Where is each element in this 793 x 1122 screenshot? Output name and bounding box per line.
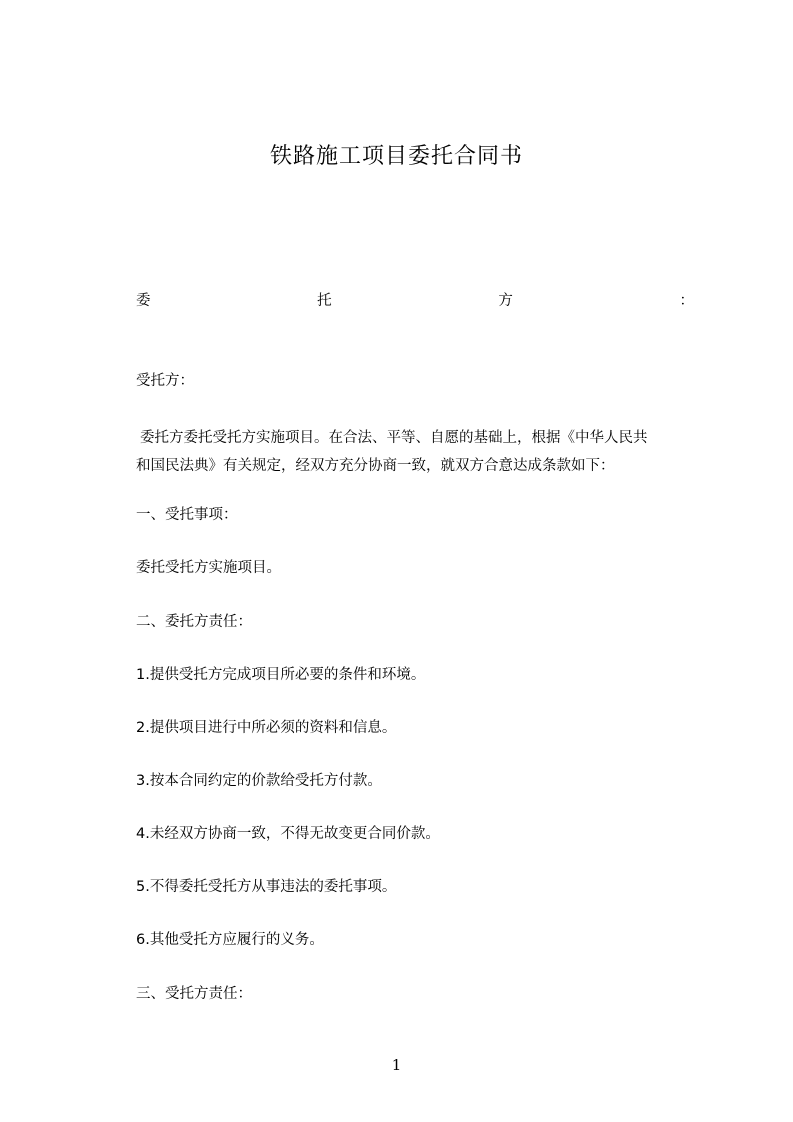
principal-label: [136, 290, 694, 312]
agent-label: 受托方：: [136, 373, 194, 389]
section-3-heading: 三、受托方责任：: [136, 986, 252, 1002]
section-2-item: 5.不得委托受托方从事违法的委托事项。: [136, 879, 397, 895]
section-1-content: 委托受托方实施项目。: [136, 560, 281, 576]
document-title: 铁路施工项目委托合同书: [269, 144, 523, 169]
section-1-heading: 一、受托事项：: [136, 507, 238, 523]
intro-line-2: 和国民法典》有关规定，经双方充分协商一致，就双方合意达成条款如下：: [136, 458, 615, 474]
section-2-item: 4.未经双方协商一致，不得无故变更合同价款。: [136, 826, 440, 842]
intro-line-1: 委托方委托受托方实施项目。在合法、平等、自愿的基础上，根据《中华人民共: [140, 430, 648, 446]
intro-paragraph: [136, 424, 696, 480]
section-2-item: 1.提供受托方完成项目所必要的条件和环境。: [136, 667, 426, 683]
principal-char-1: 委: [136, 293, 151, 309]
principal-char-3: 方: [498, 293, 513, 309]
section-2-item: 2.提供项目进行中所必须的资料和信息。: [136, 720, 397, 736]
section-2-heading: 二、委托方责任：: [136, 614, 252, 630]
section-2-item: 6.其他受托方应履行的义务。: [136, 932, 324, 948]
section-2-item: 3.按本合同约定的价款给受托方付款。: [136, 773, 382, 789]
page-number: 1: [391, 1056, 402, 1074]
principal-char-2: 托: [317, 293, 332, 309]
principal-colon: ：: [679, 293, 694, 309]
